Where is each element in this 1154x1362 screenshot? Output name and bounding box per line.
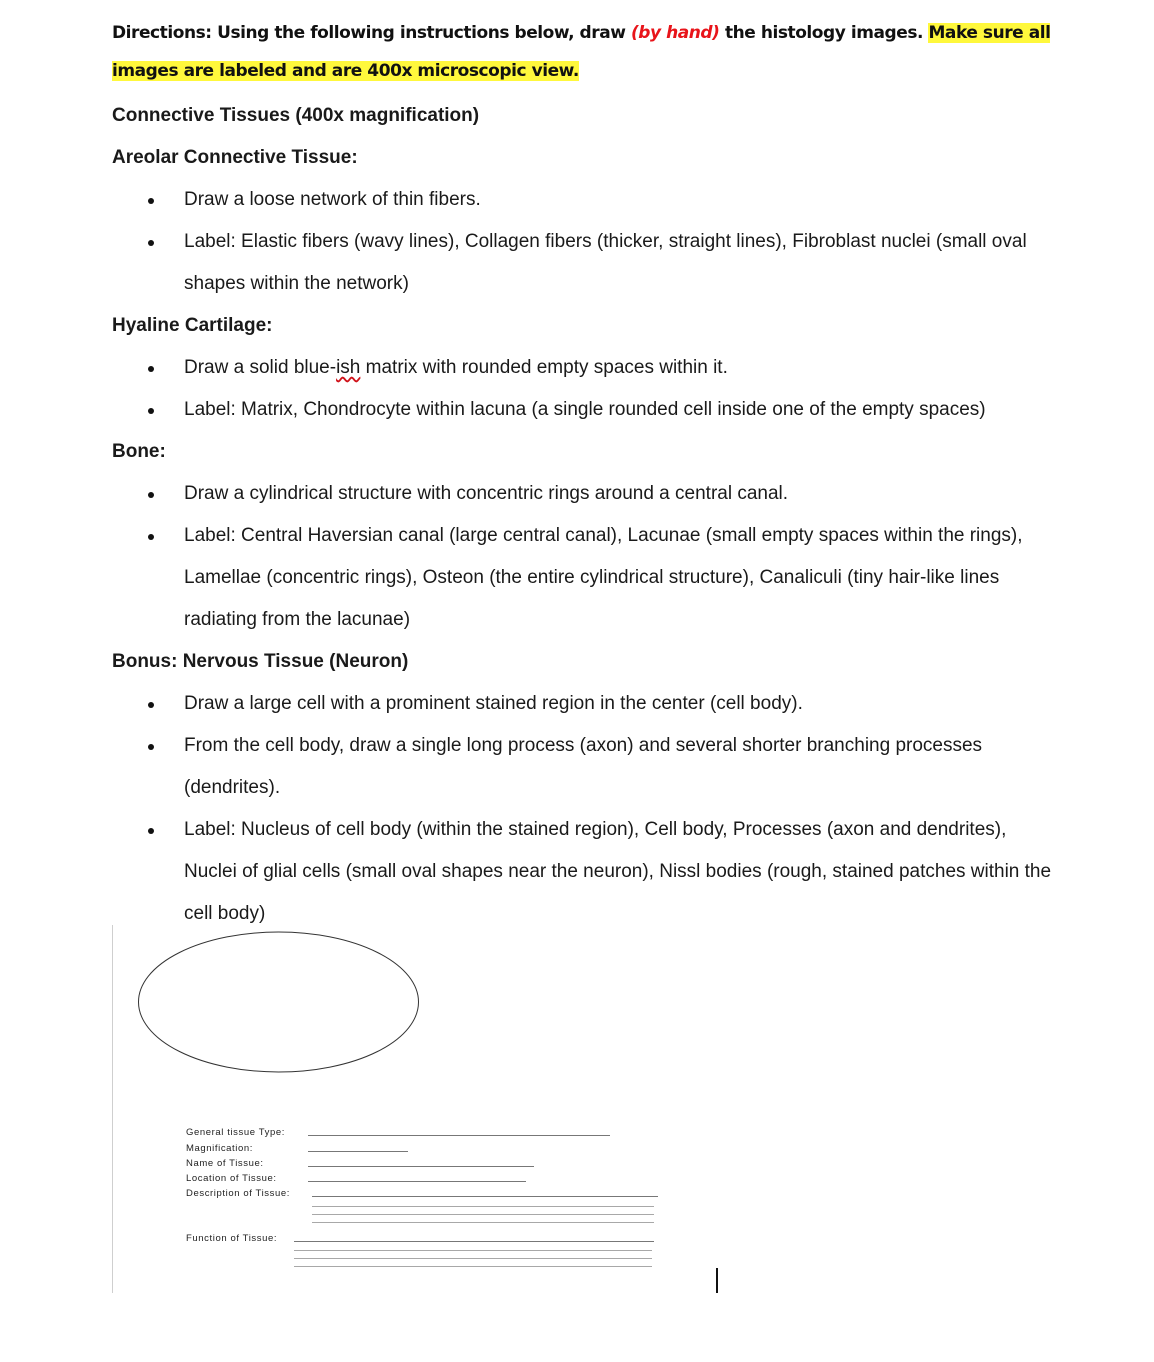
hyaline-bullet-1-pre: Draw a solid blue- xyxy=(184,357,337,378)
directions-text-2: the histology images. xyxy=(719,23,929,43)
location-of-tissue-label: Location of Tissue: xyxy=(186,1173,277,1184)
bullet-dot xyxy=(148,198,154,204)
drawing-circle[interactable] xyxy=(130,925,430,1080)
description-line-3[interactable] xyxy=(312,1214,654,1215)
function-line-1[interactable] xyxy=(294,1241,654,1242)
connective-tissues-heading: Connective Tissues (400x magnification) xyxy=(112,105,480,126)
function-line-4[interactable] xyxy=(294,1266,652,1267)
magnification-label: Magnification: xyxy=(186,1143,254,1154)
hyaline-bullet-1-post: matrix with rounded empty spaces within it. xyxy=(360,357,728,378)
function-of-tissue-label: Function of Tissue: xyxy=(186,1233,278,1244)
bullet-dot xyxy=(148,492,154,498)
bone-heading: Bone: xyxy=(112,441,166,462)
magnification-line[interactable] xyxy=(308,1151,408,1152)
nervous-heading: Bonus: Nervous Tissue (Neuron) xyxy=(112,651,409,672)
areolar-bullet-2: Label: Elastic fibers (wavy lines), Collagen fibers (thicker, straight lines), Fibroblast nuclei (small oval shapes within the network) xyxy=(184,231,1027,294)
bone-bullet-1: Draw a cylindrical structure with concentric rings around a central canal. xyxy=(184,483,789,504)
highlighted-requirement: Make sure all images are labeled and are 400x microscopic view. xyxy=(112,23,1051,81)
location-of-tissue-line[interactable] xyxy=(308,1181,526,1182)
bullet-dot xyxy=(148,408,154,414)
name-of-tissue-label: Name of Tissue: xyxy=(186,1158,264,1169)
by-hand-emphasis: (by hand) xyxy=(630,23,720,43)
description-line-4[interactable] xyxy=(312,1222,654,1223)
nervous-bullet-1: Draw a large cell with a prominent stained region in the center (cell body). xyxy=(184,693,803,714)
hyaline-bullet-1 xyxy=(184,347,1064,389)
areolar-heading: Areolar Connective Tissue: xyxy=(112,147,358,168)
margin-line xyxy=(112,925,113,1293)
description-line-2[interactable] xyxy=(312,1206,654,1207)
description-of-tissue-label: Description of Tissue: xyxy=(186,1188,291,1199)
directions-paragraph xyxy=(112,14,1072,90)
spelling-error-word[interactable]: ish xyxy=(336,357,361,378)
bullet-dot xyxy=(148,744,154,750)
nervous-bullet-3: Label: Nucleus of cell body (within the stained region), Cell body, Processes (axon and dendrites), Nuclei of glial cells (small oval shapes near the neuron), Nissl bodies (rough, stained patches within the cell body) xyxy=(184,819,1052,924)
bullet-dot xyxy=(148,366,154,372)
areolar-bullet-1: Draw a loose network of thin fibers. xyxy=(184,189,481,210)
hyaline-heading: Hyaline Cartilage: xyxy=(112,315,273,336)
function-line-3[interactable] xyxy=(294,1258,652,1259)
general-tissue-type-line[interactable] xyxy=(308,1135,610,1136)
function-line-2[interactable] xyxy=(294,1250,652,1251)
general-tissue-type-label: General tissue Type: xyxy=(186,1127,285,1138)
bullet-dot xyxy=(148,534,154,540)
nervous-bullet-2: From the cell body, draw a single long process (axon) and several shorter branching processes (dendrites). xyxy=(184,735,983,798)
bone-bullet-2: Label: Central Haversian canal (large central canal), Lacunae (small empty spaces within the rings), Lamellae (concentric rings), Osteon (the entire cylindrical structure), Canaliculi (tiny hair-like lines radiating from the lacunae) xyxy=(184,525,1023,630)
bullet-dot xyxy=(148,828,154,834)
text-cursor xyxy=(716,1268,718,1293)
bullet-dot xyxy=(148,702,154,708)
bullet-dot xyxy=(148,240,154,246)
directions-text: Directions: Using the following instructions below, draw xyxy=(112,23,631,43)
description-line-1[interactable] xyxy=(312,1196,658,1197)
name-of-tissue-line[interactable] xyxy=(308,1166,534,1167)
hyaline-bullet-2: Label: Matrix, Chondrocyte within lacuna (a single rounded cell inside one of the empty spaces) xyxy=(184,399,986,420)
